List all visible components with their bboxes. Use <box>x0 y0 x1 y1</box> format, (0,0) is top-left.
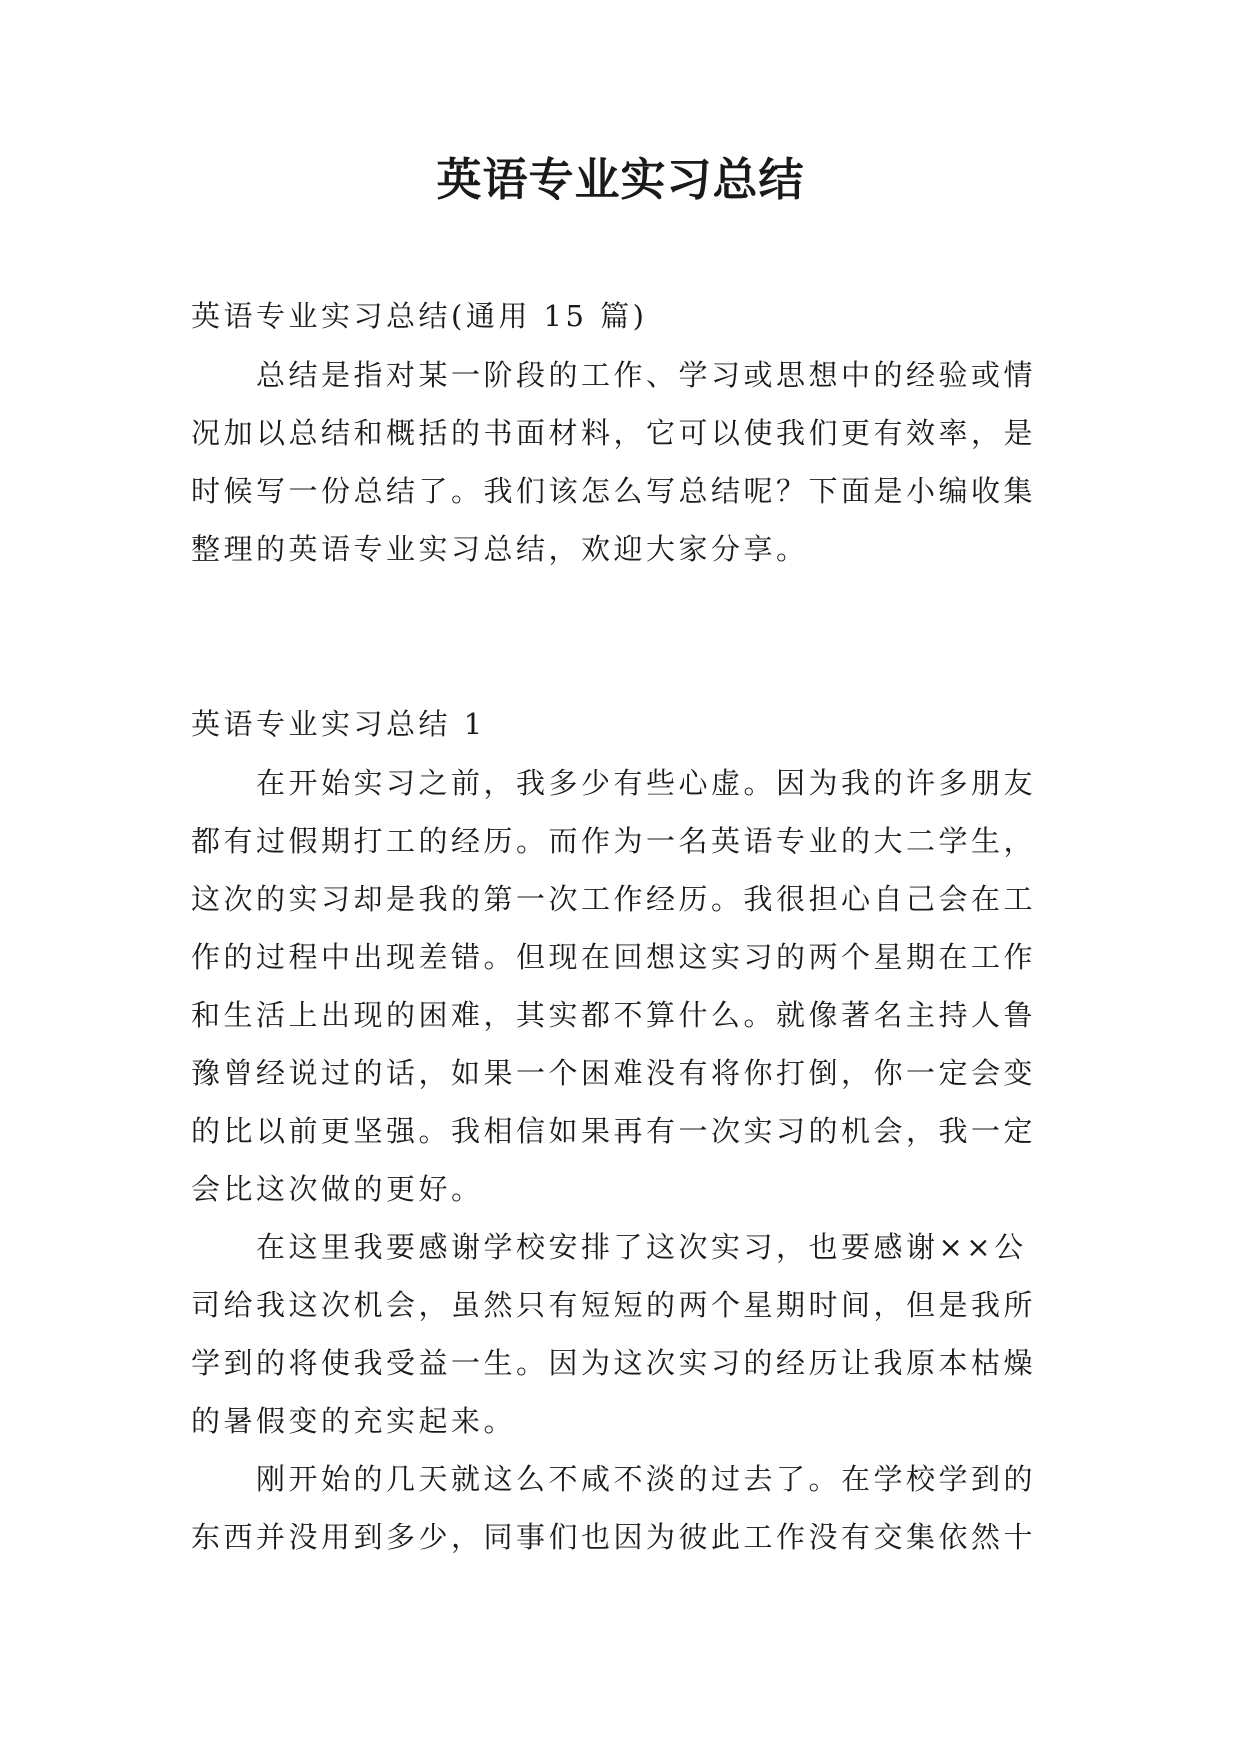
paragraph-line: 这次的实习却是我的第一次工作经历。我很担心自己会在工 <box>191 882 1037 916</box>
paragraph-line: 东西并没用到多少，同事们也因为彼此工作没有交集依然十 <box>191 1520 1037 1554</box>
document-body <box>191 286 1051 1566</box>
paragraph-line: 作的过程中出现差错。但现在回想这实习的两个星期在工作 <box>191 940 1037 974</box>
paragraph-1 <box>191 754 1051 1218</box>
paragraph-line: 在开始实习之前，我多少有些心虚。因为我的许多朋友 <box>256 766 1037 800</box>
paragraph-line: 总结是指对某一阶段的工作、学习或思想中的经验或情 <box>256 358 1037 392</box>
paragraph-line: 整理的英语专业实习总结，欢迎大家分享。 <box>191 532 809 566</box>
document-title: 英语专业实习总结 <box>436 153 805 206</box>
paragraph-line: 豫曾经说过的话，如果一个困难没有将你打倒，你一定会变 <box>191 1056 1037 1090</box>
paragraph-line: 刚开始的几天就这么不咸不淡的过去了。在学校学到的 <box>256 1462 1037 1496</box>
paragraph-line: 学到的将使我受益一生。因为这次实习的经历让我原本枯燥 <box>191 1346 1037 1380</box>
paragraph-2 <box>191 1218 1051 1450</box>
section-spacer <box>191 578 1051 694</box>
paragraph-line: 和生活上出现的困难，其实都不算什么。就像著名主持人鲁 <box>191 998 1037 1032</box>
paragraph-line: 司给我这次机会，虽然只有短短的两个星期时间，但是我所 <box>191 1288 1037 1322</box>
intro-paragraph <box>191 346 1051 578</box>
paragraph-line: 的暑假变的充实起来。 <box>191 1404 517 1438</box>
paragraph-line: 的比以前更坚强。我相信如果再有一次实习的机会，我一定 <box>191 1114 1037 1148</box>
paragraph-line: 况加以总结和概括的书面材料，它可以使我们更有效率，是 <box>191 416 1037 450</box>
paragraph-line: 都有过假期打工的经历。而作为一名英语专业的大二学生， <box>191 824 1037 858</box>
paragraph-3 <box>191 1450 1051 1566</box>
paragraph-line: 在这里我要感谢学校安排了这次实习，也要感谢××公 <box>256 1230 1027 1264</box>
section-heading: 英语专业实习总结 1 <box>191 707 486 741</box>
paragraph-line: 会比这次做的更好。 <box>191 1172 484 1206</box>
intro-heading: 英语专业实习总结(通用 15 篇) <box>191 299 648 333</box>
paragraph-line: 时候写一份总结了。我们该怎么写总结呢？下面是小编收集 <box>191 474 1037 508</box>
